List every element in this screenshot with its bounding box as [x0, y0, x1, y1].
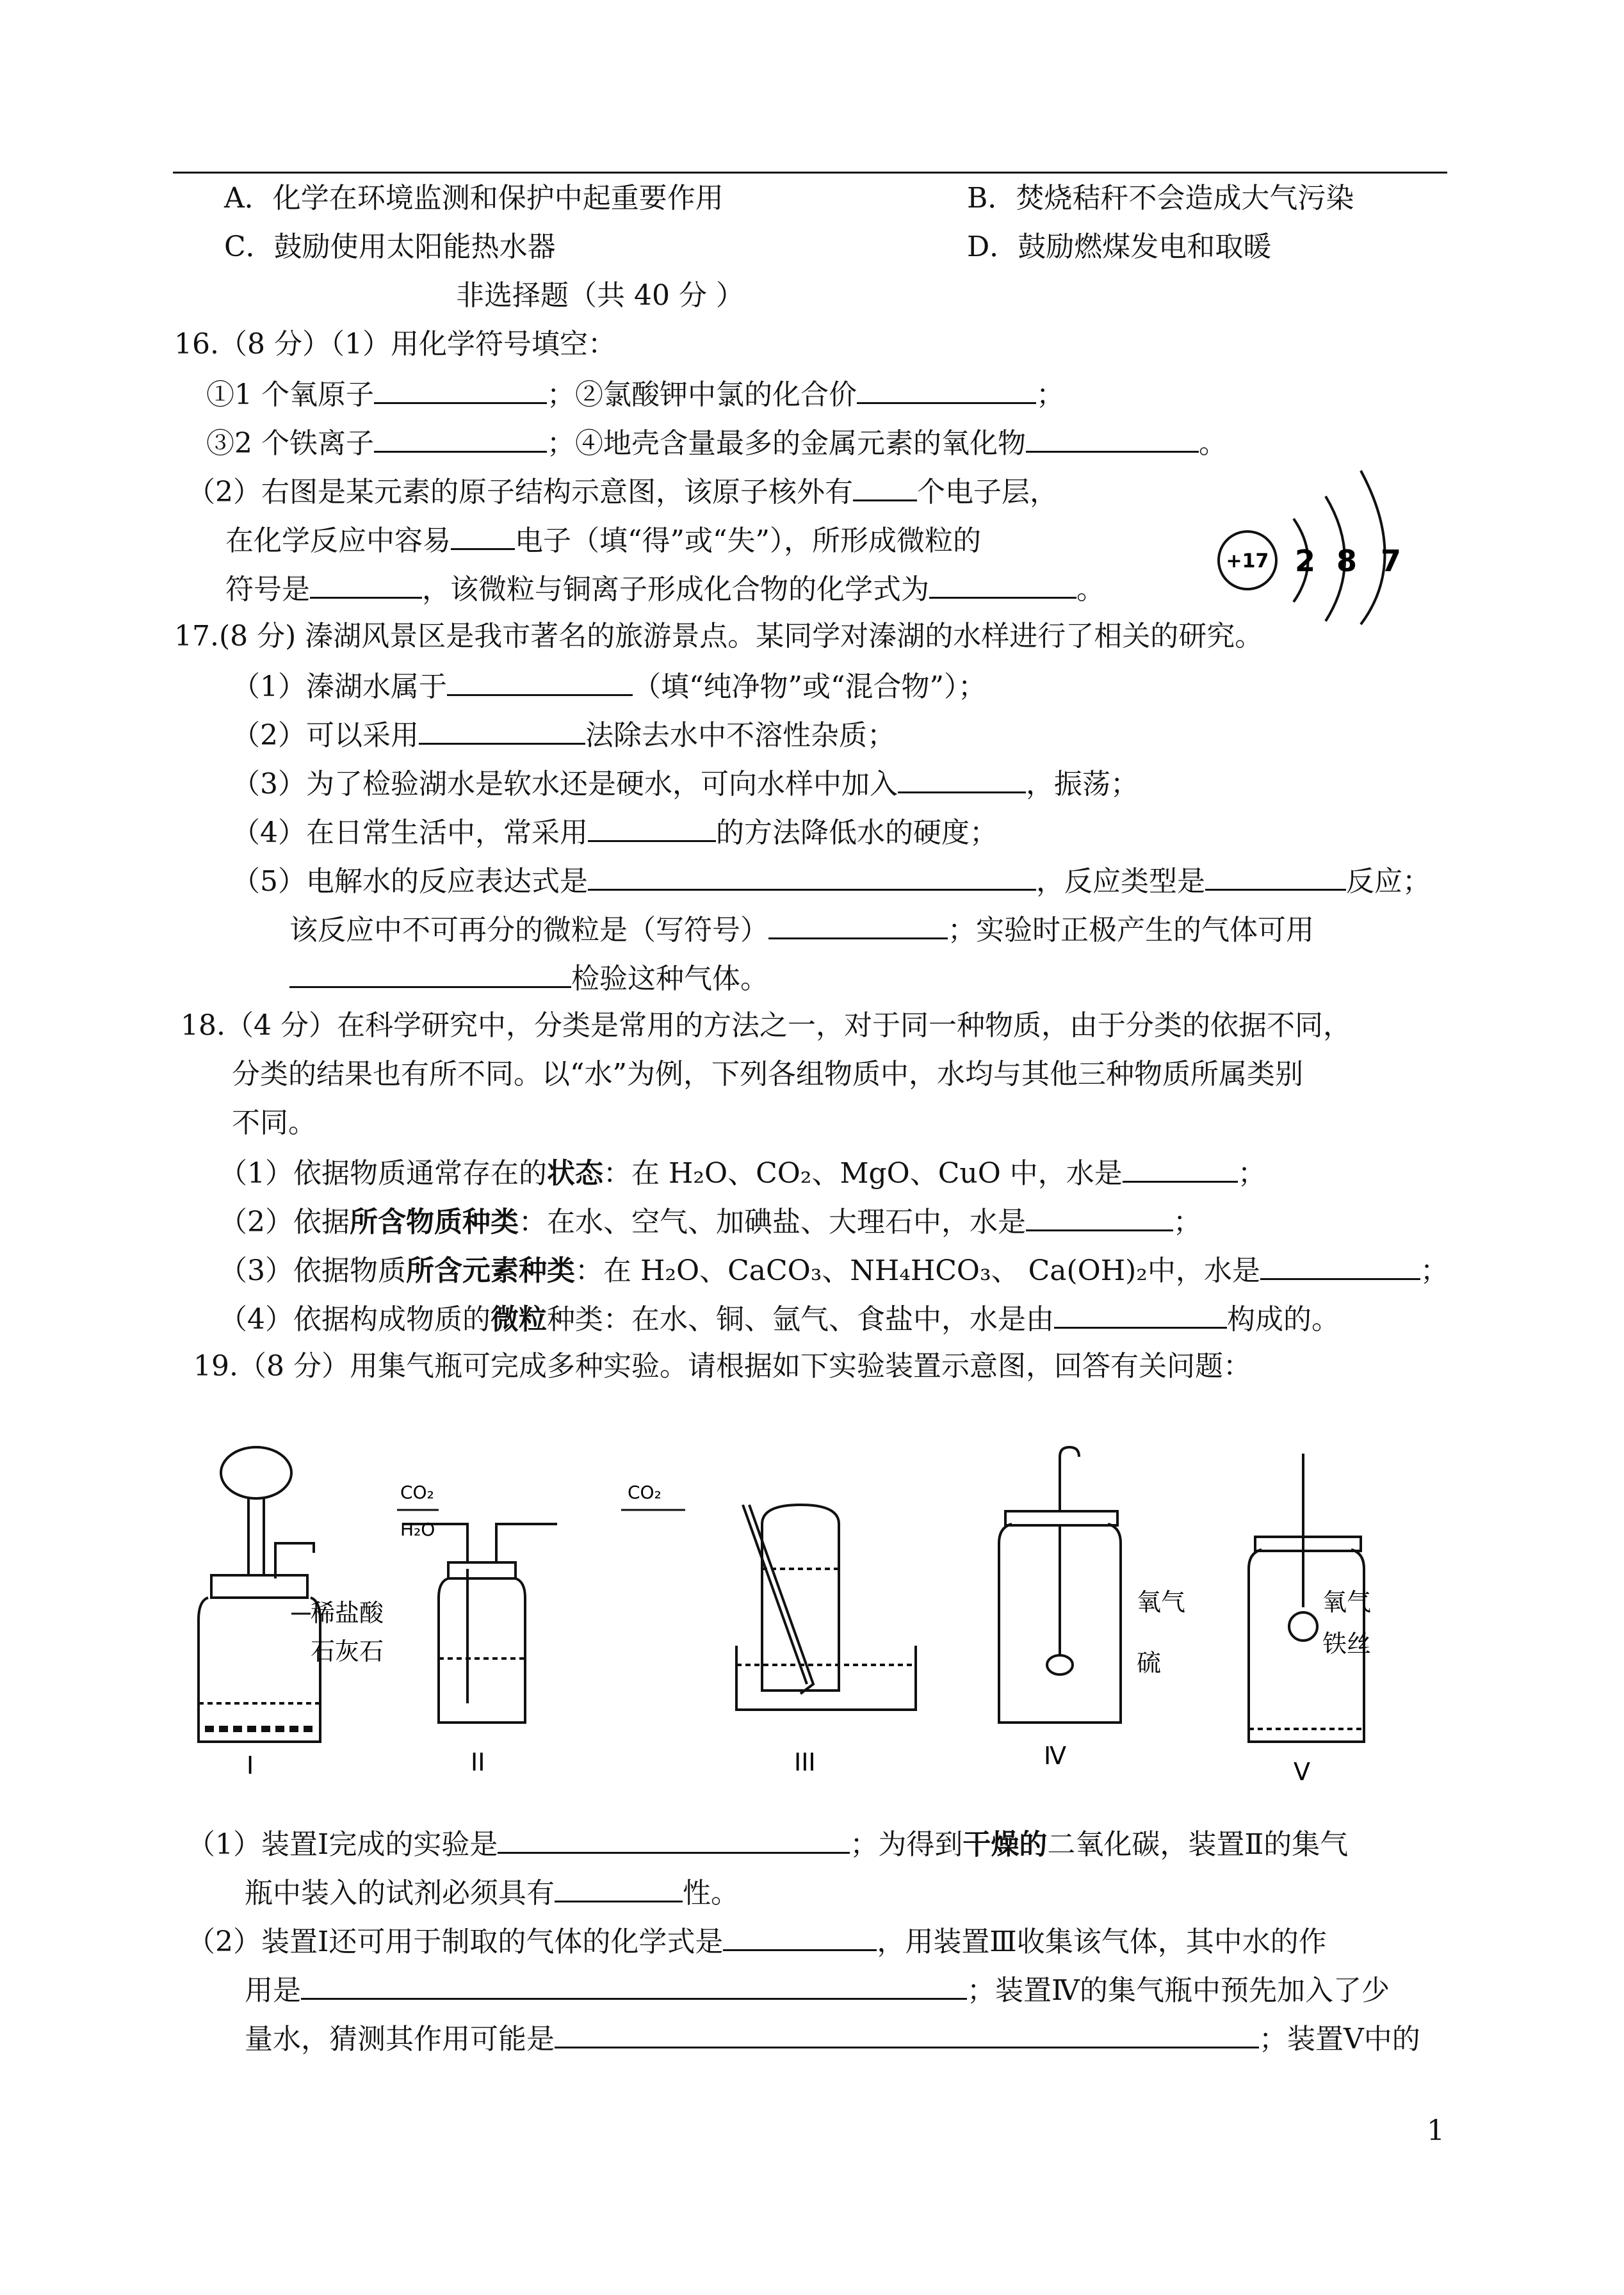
q18-item1: （1）依据物质通常存在的状态：在 H₂O、CO₂、MgO、CuO 中，水是 ；	[219, 1153, 1266, 1193]
option-c: C．鼓励使用太阳能热水器	[224, 231, 556, 263]
q19-part2-line3: 量水，猜测其作用可能是 ；装置Ⅴ中的	[245, 2018, 1420, 2059]
answer-blank[interactable]	[723, 1921, 877, 1951]
answer-blank[interactable]	[301, 1970, 967, 2000]
answer-blank[interactable]	[451, 520, 515, 550]
answer-blank[interactable]	[555, 2018, 1259, 2048]
label-I: I	[247, 1751, 254, 1780]
q16-part2-line1: （2）右图是某元素的原子结构示意图，该原子核外有 个电子层，	[187, 471, 1058, 512]
q17-head: 17.(8 分) 溱湖风景区是我市著名的旅游景点。某同学对溱湖的水样进行了相关的研究。	[174, 620, 1263, 653]
shell-2-electrons: 8	[1336, 544, 1358, 578]
apparatus-I	[199, 1447, 320, 1742]
answer-blank[interactable]	[447, 666, 633, 696]
answer-blank[interactable]	[374, 423, 547, 453]
label-limestone: 石灰石	[311, 1637, 384, 1666]
q16-head: 16.（8 分）（1）用化学符号填空：	[174, 328, 616, 361]
q19-part1-line2: 瓶中装入的试剂必须具有 性。	[245, 1872, 739, 1913]
q18-head-line2: 分类的结果也有所不同。以“水”为例，下列各组物质中，水均与其他三种物质所属类别	[232, 1058, 1303, 1091]
apparatus-II	[403, 1524, 557, 1723]
label-co2-out: CO₂	[628, 1482, 662, 1503]
q18-head: 18.（4 分）在科学研究中，分类是常用的方法之一，对于同一种物质，由于分类的依据不同，	[181, 1009, 1351, 1042]
label-oxygen-IV: 氧气	[1137, 1588, 1186, 1616]
option-a: A．化学在环境监测和保护中起重要作用	[224, 182, 724, 215]
label-III: III	[794, 1748, 816, 1776]
answer-blank[interactable]	[289, 958, 571, 988]
answer-blank[interactable]	[1026, 1201, 1173, 1231]
label-sulfur: 硫	[1137, 1649, 1162, 1677]
answer-blank[interactable]	[588, 812, 716, 842]
answer-blank[interactable]	[1054, 1299, 1227, 1329]
answer-blank[interactable]	[1205, 861, 1346, 891]
answer-blank[interactable]	[419, 715, 585, 745]
q17-item3: （3）为了检验湖水是软水还是硬水，可向水样中加入 ，振荡；	[232, 763, 1139, 804]
label-IV: Ⅳ	[1044, 1742, 1067, 1770]
page-number: 1	[1427, 2114, 1445, 2147]
q16-line2: ③2 个铁离子 ；④地壳含量最多的金属元素的氧化物 。	[206, 423, 1227, 463]
label-co2-in: CO₂	[400, 1482, 434, 1503]
option-d: D．鼓励燃煤发电和取暖	[967, 231, 1272, 263]
nucleus-charge: +17	[1226, 550, 1269, 572]
apparatus-III	[736, 1505, 916, 1710]
apparatus-IV	[999, 1447, 1121, 1723]
q17-item1: （1）溱湖水属于 （填“纯净物”或“混合物”）；	[232, 666, 986, 706]
q18-head-line3: 不同。	[232, 1107, 316, 1139]
label-acid: 稀盐酸	[311, 1599, 384, 1627]
label-iron-wire: 铁丝	[1322, 1630, 1372, 1658]
q17-item5-cont2: 检验这种气体。	[289, 958, 768, 998]
q19-part2-line1: （2）装置Ⅰ还可用于制取的气体的化学式是 ，用装置Ⅲ收集该气体，其中水的作	[187, 1921, 1327, 1961]
q17-item5: （5）电解水的反应表达式是 ，反应类型是 反应；	[232, 861, 1431, 901]
answer-blank[interactable]	[857, 374, 1036, 404]
top-rule	[173, 172, 1447, 174]
answer-blank[interactable]	[374, 374, 547, 404]
shell-1-electrons: 2	[1294, 544, 1316, 578]
answer-blank[interactable]	[498, 1824, 850, 1854]
answer-blank[interactable]	[588, 861, 1036, 891]
q16-line1: ①1 个氧原子 ；②氯酸钾中氯的化合价 ；	[206, 374, 1064, 414]
q17-item5-cont1: 该反应中不可再分的微粒是（写符号） ；实验时正极产生的气体可用	[289, 909, 1314, 950]
answer-blank[interactable]	[929, 569, 1076, 599]
label-h2o: H₂O	[400, 1519, 435, 1540]
q17-item2: （2）可以采用 法除去水中不溶性杂质；	[232, 715, 895, 755]
q19-head: 19.（8 分）用集气瓶可完成多种实验。请根据如下实验装置示意图，回答有关问题：	[193, 1350, 1251, 1383]
q19-part1-line1: （1）装置Ⅰ完成的实验是 ；为得到干燥的二氧化碳，装置Ⅱ的集气	[187, 1824, 1348, 1864]
answer-blank[interactable]	[768, 909, 948, 939]
apparatus-figure	[186, 1441, 1434, 1787]
label-V: V	[1294, 1758, 1310, 1786]
section-title: 非选择题（共 40 分 ）	[456, 279, 744, 312]
answer-blank[interactable]	[853, 471, 917, 501]
answer-blank[interactable]	[1026, 423, 1199, 453]
option-b: B．焚烧秸秆不会造成大气污染	[967, 182, 1354, 215]
q17-item4: （4）在日常生活中，常采用 的方法降低水的硬度；	[232, 812, 998, 852]
q18-item3: （3）依据物质所含元素种类：在 H₂O、CaCO₃、NH₄HCO₃、 Ca(OH)₂中，水是 ；	[219, 1250, 1449, 1290]
q16-part2-line2: 在化学反应中容易 电子（填“得”或“失”），所形成微粒的	[225, 520, 981, 560]
shell-3-electrons: 7	[1380, 544, 1402, 578]
answer-blank[interactable]	[898, 763, 1026, 793]
answer-blank[interactable]	[555, 1872, 683, 1902]
label-II: II	[471, 1748, 485, 1776]
label-oxygen-V: 氧气	[1322, 1588, 1372, 1616]
q18-item2: （2）依据所含物质种类：在水、空气、加碘盐、大理石中，水是 ；	[219, 1201, 1201, 1242]
atom-structure-diagram	[1204, 461, 1422, 628]
answer-blank[interactable]	[1260, 1250, 1420, 1280]
answer-blank[interactable]	[1123, 1153, 1238, 1183]
q19-part2-line2: 用是 ；装置Ⅳ的集气瓶中预先加入了少	[245, 1970, 1390, 2010]
answer-blank[interactable]	[310, 569, 422, 599]
q16-part2-line3: 符号是 ，该微粒与铜离子形成化合物的化学式为 。	[225, 569, 1105, 609]
q18-item4: （4）依据构成物质的微粒种类：在水、铜、氩气、食盐中，水是由 构成的。	[219, 1299, 1340, 1339]
